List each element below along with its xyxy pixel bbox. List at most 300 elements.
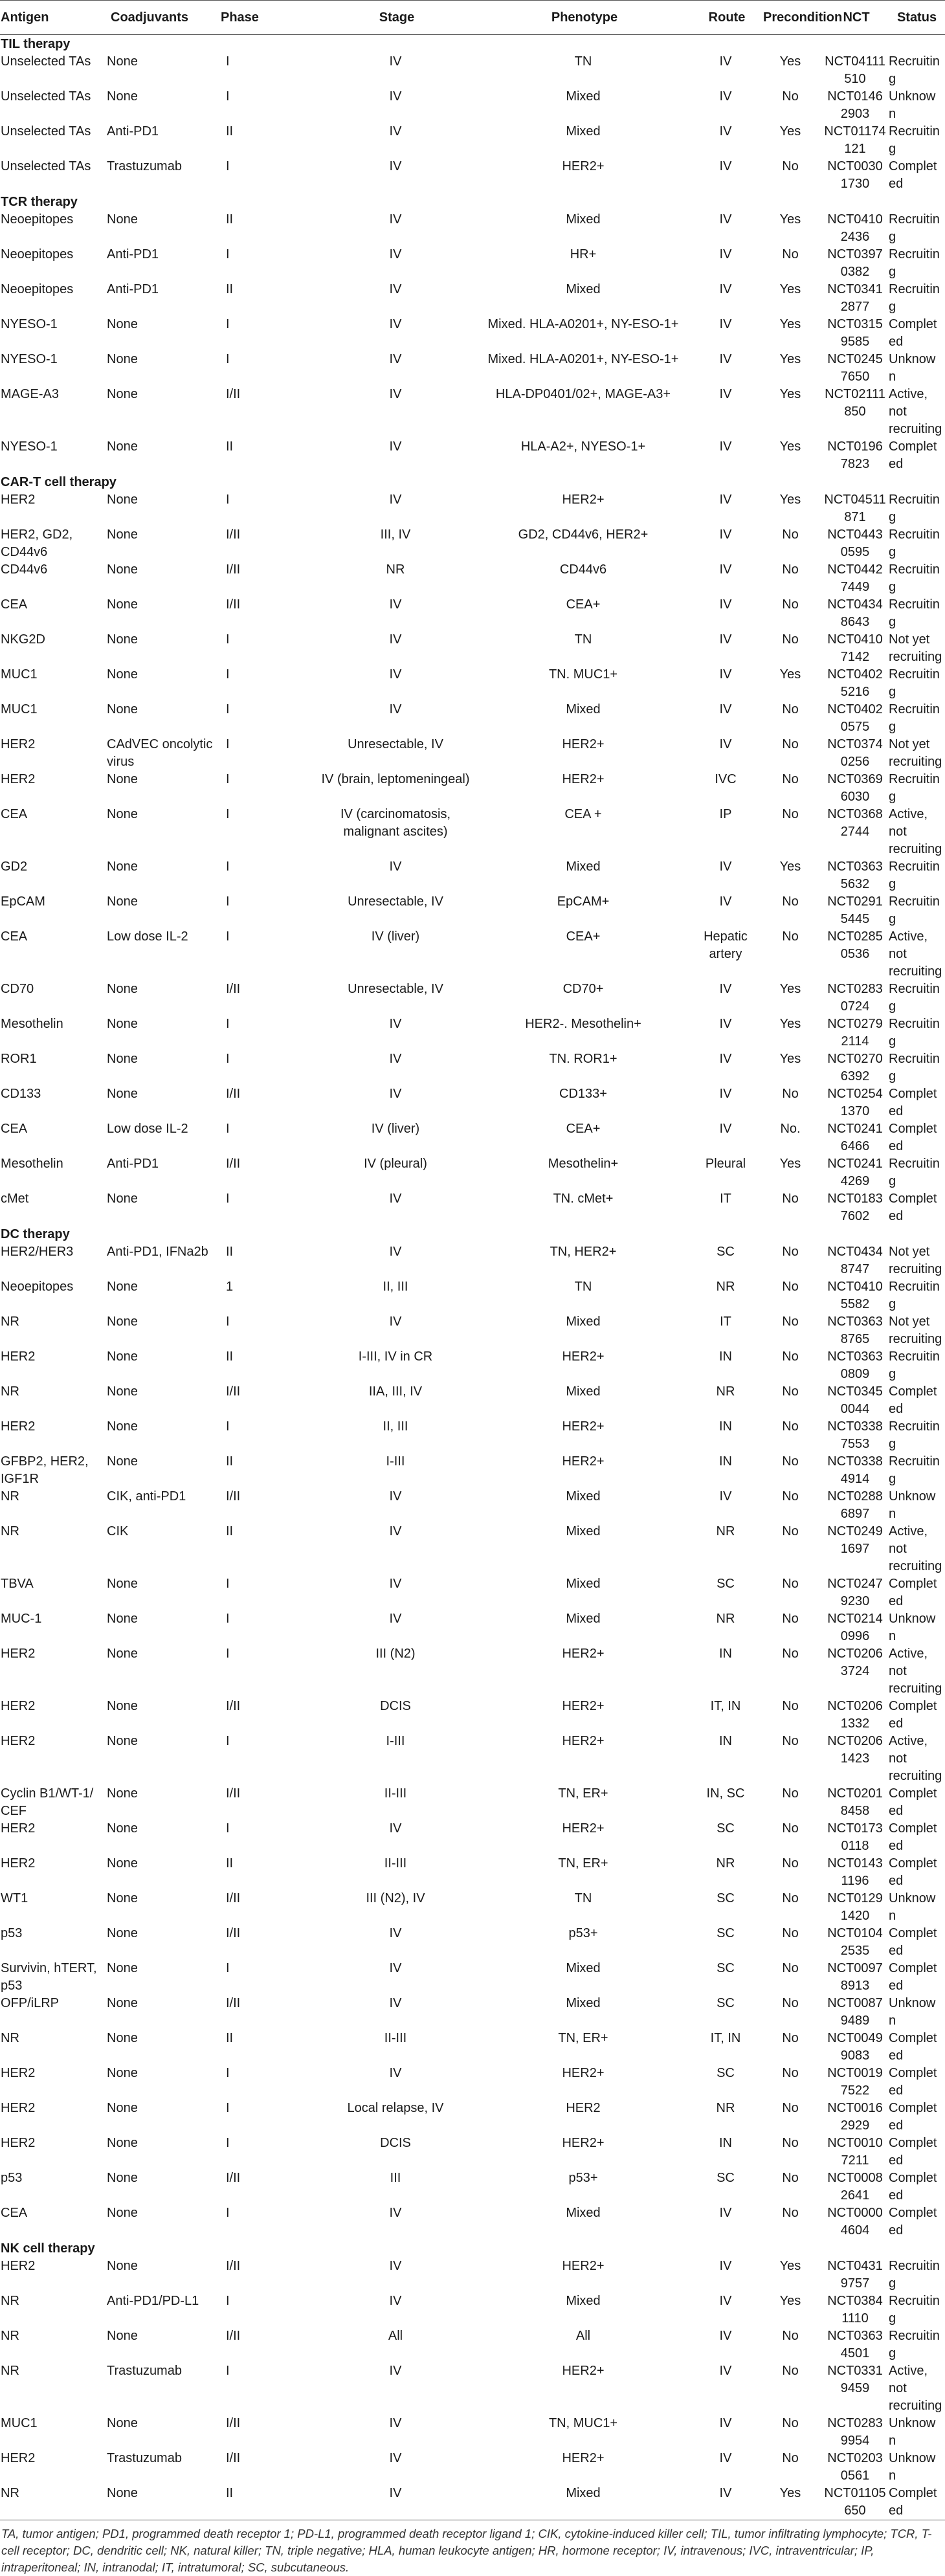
- cell-antigen: NR: [1, 2031, 19, 2045]
- cell-antigen: HER2: [1, 1647, 36, 1661]
- cell-antigen: CEA: [1, 807, 28, 821]
- cell-route: Hepatic artery: [704, 929, 748, 961]
- cell-status: Unknown: [889, 89, 936, 121]
- cell-phase: I: [226, 632, 230, 647]
- cell-phase: II: [226, 1245, 234, 1259]
- cell-phenotype: HLA-DP0401/02+, MAGE-A3+: [495, 387, 671, 401]
- table-row: [0, 88, 945, 123]
- section-title: DC therapy: [1, 1227, 70, 1241]
- col-header-route: Route: [695, 1, 759, 35]
- cell-coadjuvants: CAdVEC oncolytic virus: [107, 737, 213, 769]
- cell-nct: NCT04111510: [825, 54, 885, 86]
- cell-coadjuvants: None: [107, 1384, 138, 1399]
- cell-precondition: No: [782, 1489, 799, 1504]
- cell-antigen: NR: [1, 1315, 19, 1329]
- cell-status: Completed: [889, 2101, 937, 2133]
- cell-status: Completed: [889, 2031, 937, 2063]
- cell-stage: IV (brain, leptomeningeal): [321, 772, 470, 786]
- cell-antigen: HER2: [1, 1856, 36, 1871]
- cell-route: SC: [717, 1821, 735, 1836]
- cell-phenotype: HER2+: [562, 2066, 605, 2080]
- cell-phase: II: [226, 282, 234, 296]
- cell-stage: IV: [389, 124, 402, 139]
- cell-status: Recruiting: [889, 1454, 940, 1486]
- cell-stage: IV: [389, 1524, 402, 1538]
- cell-route: NR: [716, 1384, 735, 1399]
- col-header-phase: Phase: [217, 1, 319, 35]
- cell-phenotype: TN: [574, 632, 592, 647]
- cell-phenotype: Mixed. HLA-A0201+, NY-ESO-1+: [487, 317, 679, 331]
- cell-phenotype: TN: [574, 54, 592, 69]
- cell-nct: NCT03682744: [827, 807, 883, 839]
- cell-status: Recruiting: [889, 2329, 940, 2360]
- cell-status: Active, not recruiting: [889, 2364, 942, 2413]
- cell-antigen: Mesothelin: [1, 1157, 63, 1171]
- cell-precondition: No: [782, 632, 799, 647]
- cell-stage: IV: [389, 2259, 402, 2273]
- cell-route: IV: [719, 2294, 732, 2308]
- cell-nct: NCT03970382: [827, 247, 883, 279]
- cell-route: IV: [719, 317, 732, 331]
- cell-nct: NCT01837602: [827, 1192, 883, 1223]
- cell-antigen: NR: [1, 1524, 19, 1538]
- cell-phase: I/II: [226, 982, 241, 996]
- cell-precondition: No: [782, 1524, 799, 1538]
- cell-antigen: CEA: [1, 1122, 28, 1136]
- cell-precondition: No: [782, 597, 799, 612]
- cell-antigen: Unselected TAs: [1, 54, 91, 69]
- cell-route: IT: [720, 1315, 731, 1329]
- cell-precondition: No: [782, 1315, 799, 1329]
- cell-status: Recruiting: [889, 1052, 940, 1083]
- cell-phenotype: HER2+: [562, 1821, 605, 1836]
- cell-stage: III: [390, 2171, 401, 2185]
- section-title: CAR-T cell therapy: [1, 475, 117, 489]
- section-header-row: [0, 2239, 945, 2258]
- cell-coadjuvants: None: [107, 1280, 138, 1294]
- table-row: [0, 2362, 945, 2415]
- cell-status: Recruiting: [889, 212, 940, 244]
- cell-stage: IV: [389, 597, 402, 612]
- cell-phase: I: [226, 1821, 230, 1836]
- table-row: [0, 1960, 945, 1995]
- cell-precondition: No: [782, 159, 799, 173]
- cell-stage: I-III: [386, 1734, 405, 1748]
- cell-phase: I: [226, 1017, 230, 1031]
- cell-antigen: Unselected TAs: [1, 124, 91, 139]
- cell-antigen: p53: [1, 1926, 23, 1940]
- table-row: [0, 53, 945, 88]
- table-row: [0, 2170, 945, 2204]
- cell-nct: NCT03634501: [827, 2329, 883, 2360]
- cell-phenotype: CD44v6: [559, 562, 607, 577]
- cell-status: Completed: [889, 1786, 937, 1818]
- cell-phase: I: [226, 929, 230, 944]
- table-row: [0, 806, 945, 858]
- cell-status: Active, not recruiting: [889, 387, 942, 436]
- cell-precondition: Yes: [779, 667, 801, 682]
- cell-status: Active, not recruiting: [889, 1647, 942, 1696]
- cell-stage: IV: [389, 667, 402, 682]
- cell-phenotype: GD2, CD44v6, HER2+: [518, 527, 649, 542]
- cell-coadjuvants: None: [107, 2485, 217, 2520]
- cell-coadjuvants: None: [107, 1891, 138, 1905]
- cell-antigen: HER2: [1, 737, 36, 751]
- cell-phase: I/II: [226, 2171, 241, 2185]
- table-row: [0, 281, 945, 316]
- cell-precondition: No.: [780, 1122, 801, 1136]
- table-row: [0, 1190, 945, 1225]
- cell-coadjuvants: None: [107, 1996, 138, 2010]
- table-row: [0, 1313, 945, 1348]
- cell-route: NR: [716, 1280, 735, 1294]
- cell-antigen: HER2: [1, 1821, 36, 1836]
- cell-stage: II-III: [384, 1786, 407, 1801]
- table-row: [0, 2450, 945, 2485]
- cell-antigen: MUC-1: [1, 1612, 42, 1626]
- cell-coadjuvants: None: [107, 1315, 138, 1329]
- cell-status: Completed: [889, 439, 937, 471]
- cell-stage: IV: [389, 860, 402, 874]
- cell-status: Recruiting: [889, 597, 940, 629]
- cell-stage: III (N2), IV: [366, 1891, 425, 1905]
- cell-route: IV: [719, 159, 732, 173]
- cell-nct: NCT02830724: [827, 982, 883, 1014]
- cell-route: SC: [717, 1577, 735, 1591]
- cell-route: NR: [716, 1524, 735, 1538]
- cell-status: Completed: [889, 1821, 937, 1853]
- cell-coadjuvants: None: [107, 1577, 138, 1591]
- cell-precondition: Yes: [779, 439, 801, 454]
- cell-phase: I/II: [226, 1157, 241, 1171]
- cell-antigen: CEA: [1, 597, 28, 612]
- cell-precondition: No: [782, 702, 799, 716]
- cell-coadjuvants: None: [107, 1821, 138, 1836]
- cell-stage: IV: [389, 282, 402, 296]
- cell-phase: I: [226, 737, 230, 751]
- cell-stage: III, IV: [380, 527, 411, 542]
- cell-precondition: Yes: [779, 493, 801, 507]
- cell-route: IN: [719, 1349, 732, 1364]
- cell-antigen: Unselected TAs: [1, 159, 91, 173]
- cell-nct: NCT03841110: [827, 2294, 883, 2326]
- cell-status: Not yet recruiting: [889, 1245, 942, 1276]
- cell-route: IT, IN: [710, 2031, 741, 2045]
- cell-phase: I: [226, 860, 230, 874]
- table-row: [0, 1785, 945, 1820]
- cell-stage: IV (liver): [371, 1122, 420, 1136]
- cell-phenotype: HER2+: [562, 493, 605, 507]
- cell-phase: I: [226, 2136, 230, 2150]
- cell-stage: IV: [389, 54, 402, 69]
- cell-antigen: Neoepitopes: [1, 212, 74, 227]
- cell-status: Active, not recruiting: [889, 929, 942, 979]
- cell-nct: NCT02491697: [827, 1524, 883, 1556]
- table-row: [0, 736, 945, 771]
- cell-status: Completed: [889, 1926, 937, 1958]
- cell-route: IV: [719, 493, 732, 507]
- cell-phase: II: [226, 1454, 234, 1469]
- cell-phenotype: Mixed: [566, 1384, 601, 1399]
- cell-antigen: MUC1: [1, 667, 38, 682]
- cell-antigen: Neoepitopes: [1, 247, 74, 261]
- cell-nct: NCT04319757: [827, 2259, 883, 2291]
- cell-status: Recruiting: [889, 894, 940, 926]
- cell-coadjuvants: None: [107, 317, 138, 331]
- cell-status: Recruiting: [889, 562, 940, 594]
- cell-nct: NCT02140996: [827, 1612, 883, 1643]
- table-body: [0, 35, 945, 2520]
- cell-route: IV: [719, 597, 732, 612]
- cell-status: Recruiting: [889, 1280, 940, 1311]
- cell-route: IV: [719, 702, 732, 716]
- cell-stage: IV: [389, 702, 402, 716]
- cell-phase: I/II: [226, 562, 241, 577]
- table-row: [0, 1855, 945, 1890]
- table-row: [0, 1243, 945, 1278]
- cell-precondition: Yes: [779, 1157, 801, 1171]
- cell-coadjuvants: None: [107, 1856, 138, 1871]
- table-row: [0, 2415, 945, 2450]
- cell-antigen: NR: [1, 2364, 19, 2378]
- cell-stage: IV: [389, 1926, 402, 1940]
- cell-nct: NCT03696030: [827, 772, 883, 804]
- section-header-row: [0, 1225, 945, 1243]
- cell-phenotype: HER2+: [562, 1647, 605, 1661]
- cell-phase: I: [226, 1734, 230, 1748]
- cell-nct: NCT04511871: [824, 493, 886, 524]
- cell-phenotype: HER2+: [562, 1419, 605, 1434]
- cell-route: NR: [716, 2101, 735, 2115]
- cell-antigen: NR: [1, 1489, 19, 1504]
- cell-route: IV: [719, 1052, 732, 1066]
- table-row: [0, 2204, 945, 2239]
- cell-phase: I/II: [226, 387, 241, 401]
- cell-antigen: OFP/iLRP: [1, 1996, 60, 2010]
- table-row: [0, 351, 945, 386]
- cell-precondition: No: [782, 1384, 799, 1399]
- cell-precondition: No: [782, 1280, 799, 1294]
- cell-phase: I: [226, 1577, 230, 1591]
- cell-phase: I: [226, 2101, 230, 2115]
- cell-precondition: No: [782, 1349, 799, 1364]
- cell-phase: I: [226, 247, 230, 261]
- cell-route: IV: [719, 212, 732, 227]
- table-row: [0, 1995, 945, 2030]
- cell-phase: I: [226, 2206, 230, 2220]
- cell-coadjuvants: None: [107, 632, 138, 647]
- cell-antigen: Cyclin B1/WT-1/ CEF: [1, 1786, 94, 1818]
- cell-antigen: cMet: [1, 1192, 29, 1206]
- cell-route: IV: [719, 247, 732, 261]
- cell-precondition: Yes: [779, 1017, 801, 1031]
- cell-precondition: No: [782, 894, 799, 909]
- cell-antigen: CEA: [1, 2206, 28, 2220]
- cell-antigen: CD133: [1, 1087, 41, 1101]
- cell-stage: IV: [389, 2206, 402, 2220]
- cell-precondition: Yes: [779, 282, 801, 296]
- cell-phenotype: p53+: [568, 2171, 598, 2185]
- cell-status: Recruiting: [889, 282, 940, 314]
- cell-phase: I: [226, 159, 230, 173]
- cell-stage: IV: [389, 1961, 402, 1975]
- cell-status: Completed: [889, 2485, 945, 2520]
- cell-phenotype: HER2+: [562, 2259, 605, 2273]
- cell-nct: NCT01967823: [827, 439, 883, 471]
- cell-phenotype: CEA +: [564, 807, 602, 821]
- cell-coadjuvants: None: [107, 89, 138, 104]
- cell-stage: IV: [389, 387, 402, 401]
- cell-antigen: GFBP2, HER2, IGF1R: [1, 1454, 89, 1486]
- cell-nct: NCT00499083: [827, 2031, 883, 2063]
- cell-precondition: No: [782, 929, 799, 944]
- cell-phenotype: CEA+: [566, 1122, 601, 1136]
- cell-coadjuvants: Trastuzumab: [107, 2451, 182, 2465]
- cell-precondition: Yes: [779, 982, 801, 996]
- cell-stage: IV: [389, 439, 402, 454]
- cell-phenotype: HLA-A2+, NYESO-1+: [520, 439, 646, 454]
- cell-phase: I: [226, 1961, 230, 1975]
- cell-antigen: Survivin, hTERT, p53: [1, 1961, 97, 1993]
- table-row: [0, 2135, 945, 2170]
- cell-stage: IV: [389, 1192, 402, 1206]
- cell-status: Recruiting: [889, 54, 940, 86]
- cell-nct: NCT04430595: [827, 527, 883, 559]
- cell-phenotype: TN: [574, 1891, 592, 1905]
- cell-route: SC: [717, 1996, 735, 2010]
- cell-coadjuvants: None: [107, 1786, 138, 1801]
- cell-stage: Unresectable, IV: [348, 894, 443, 909]
- cell-nct: NCT03319459: [827, 2364, 883, 2395]
- cell-precondition: No: [782, 1454, 799, 1469]
- cell-precondition: No: [782, 1612, 799, 1626]
- table-row: [0, 438, 945, 473]
- cell-phase: I/II: [226, 2416, 241, 2430]
- cell-route: IV: [719, 1017, 732, 1031]
- cell-nct: NCT01431196: [827, 1856, 883, 1888]
- cell-phase: I/II: [226, 2451, 241, 2465]
- cell-nct: NCT02457650: [827, 352, 883, 384]
- cell-stage: IV: [389, 2416, 402, 2430]
- cell-coadjuvants: None: [107, 2206, 138, 2220]
- col-header-coadjuvants: Coadjuvants: [107, 1, 217, 35]
- cell-precondition: No: [782, 1891, 799, 1905]
- cell-nct: NCT04102436: [827, 212, 883, 244]
- cell-stage: IV: [389, 1821, 402, 1836]
- cell-precondition: Yes: [779, 54, 801, 69]
- cell-stage: II, III: [383, 1419, 408, 1434]
- cell-phase: I: [226, 1052, 230, 1066]
- cell-precondition: Yes: [779, 2294, 801, 2308]
- cell-status: Completed: [889, 1577, 937, 1608]
- cell-phenotype: HR+: [570, 247, 597, 261]
- cell-status: Recruiting: [889, 2294, 940, 2326]
- cell-route: IV: [719, 2364, 732, 2378]
- cell-route: IV: [719, 352, 732, 366]
- cell-nct: NCT03159585: [827, 317, 883, 349]
- cell-status: Unknown: [889, 1489, 936, 1521]
- cell-phenotype: Mixed: [566, 1315, 601, 1329]
- cell-status: Completed: [889, 1961, 937, 1993]
- cell-phenotype: CD70+: [562, 982, 604, 996]
- cell-phenotype: Mixed: [474, 2485, 695, 2520]
- cell-route: IV: [719, 1087, 732, 1101]
- cell-coadjuvants: None: [107, 702, 138, 716]
- cell-precondition: No: [782, 2101, 799, 2115]
- cell-nct: NCT02063724: [827, 1647, 883, 1678]
- cell-nct: NCT04105582: [827, 1280, 883, 1311]
- cell-antigen: ROR1: [1, 1052, 37, 1066]
- cell-phase: I/II: [226, 1087, 241, 1101]
- table-row: [0, 1733, 945, 1785]
- cell-stage: IV: [389, 1245, 402, 1259]
- cell-stage: IV (pleural): [364, 1157, 427, 1171]
- cell-status: Active, not recruiting: [889, 1524, 942, 1573]
- cell-coadjuvants: CIK: [107, 1524, 129, 1538]
- cell-nct: NCT03638765: [827, 1315, 883, 1346]
- cell-antigen: HER2: [1, 2259, 36, 2273]
- cell-status: Recruiting: [889, 1017, 940, 1049]
- cell-precondition: No: [782, 1734, 799, 1748]
- cell-phenotype: CEA+: [566, 929, 601, 944]
- table-row: [0, 158, 945, 193]
- cell-status: Completed: [889, 1856, 937, 1888]
- cell-nct: NCT02915445: [827, 894, 883, 926]
- cell-phenotype: Mixed: [566, 1489, 601, 1504]
- cell-route: NR: [716, 1856, 735, 1871]
- cell-coadjuvants: Trastuzumab: [107, 159, 182, 173]
- cell-nct: NCT01042535: [827, 1926, 883, 1958]
- cell-nct: NCT03412877: [827, 282, 883, 314]
- cell-stage: NR: [386, 562, 405, 577]
- table-row: [0, 1155, 945, 1190]
- cell-stage: IIA, III, IV: [368, 1384, 423, 1399]
- cell-precondition: Yes: [759, 2485, 824, 2520]
- cell-status: Recruiting: [889, 1419, 940, 1451]
- cell-stage: IV: [389, 247, 402, 261]
- col-header-nct: NCT: [824, 1, 889, 35]
- cell-phase: II: [226, 439, 234, 454]
- cell-status: Recruiting: [889, 702, 940, 734]
- cell-phase: I/II: [226, 1699, 241, 1713]
- cell-status: Active, not recruiting: [889, 1734, 942, 1783]
- cell-coadjuvants: None: [107, 439, 138, 454]
- cell-status: Completed: [889, 1122, 937, 1153]
- cell-stage: IV: [389, 1577, 402, 1591]
- cell-route: IP: [719, 807, 732, 821]
- cell-status: Unknown: [889, 352, 936, 384]
- cell-antigen: NR: [1, 1384, 19, 1399]
- cell-phenotype: TN: [574, 1280, 592, 1294]
- cell-stage: I-III: [386, 1454, 405, 1469]
- cell-nct: NCT00301730: [827, 159, 883, 191]
- cell-phenotype: HER2+: [562, 1454, 605, 1469]
- table-row: [0, 316, 945, 351]
- table-row: [0, 1890, 945, 1925]
- cell-coadjuvants: None: [107, 1699, 138, 1713]
- cell-precondition: No: [782, 1786, 799, 1801]
- cell-coadjuvants: None: [107, 860, 138, 874]
- cell-stage: IV: [389, 493, 402, 507]
- section-header-row: [0, 193, 945, 211]
- cell-stage: IV: [389, 1087, 402, 1101]
- cell-coadjuvants: Anti-PD1, IFNa2b: [107, 1245, 208, 1259]
- cell-status: Unknown: [889, 1996, 936, 2028]
- cell-phase: II: [226, 124, 234, 139]
- cell-route: IV: [719, 562, 732, 577]
- cell-phenotype: HER2+: [562, 1699, 605, 1713]
- cell-phase: I: [226, 894, 230, 909]
